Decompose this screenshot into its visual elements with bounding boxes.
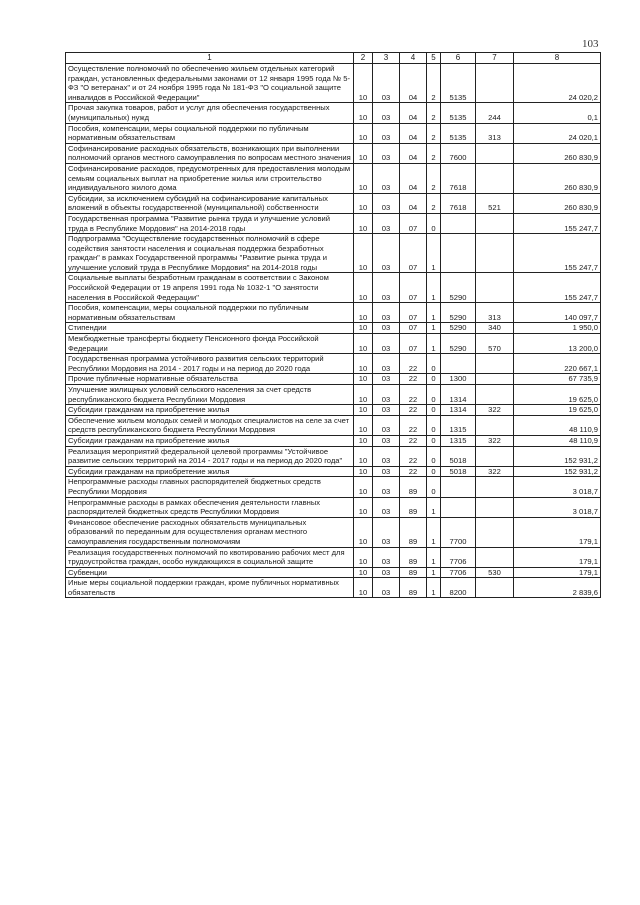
subsection-code: 03: [373, 163, 400, 193]
table-row: [66, 435, 601, 446]
program-code: 07: [400, 323, 427, 334]
table-row: [66, 578, 601, 598]
subprogram-code: 0: [427, 415, 441, 435]
table-row: [66, 123, 601, 143]
subsection-code: 03: [373, 385, 400, 405]
section-code: 10: [354, 123, 373, 143]
expense-type-code: [476, 446, 514, 466]
column-header: 6: [441, 53, 476, 64]
program-code: 04: [400, 123, 427, 143]
column-header: 4: [400, 53, 427, 64]
amount-value: 19 625,0: [514, 385, 601, 405]
section-code: 10: [354, 517, 373, 547]
table-row: [66, 354, 601, 374]
direction-code: 5290: [441, 303, 476, 323]
row-description: Социальные выплаты безработным гражданам в соответствии с Законом Российской Федерации от 19 апреля 1991 года № 1032-1 "О занятости населения в Российской Федерации": [66, 273, 354, 303]
expense-type-code: [476, 578, 514, 598]
expense-type-code: 313: [476, 303, 514, 323]
subsection-code: 03: [373, 415, 400, 435]
row-description: Непрограммные расходы в рамках обеспечения деятельности главных распорядителей бюджетных средств Республики Мордовия: [66, 497, 354, 517]
direction-code: 7618: [441, 193, 476, 213]
direction-code: 1315: [441, 415, 476, 435]
program-code: 89: [400, 517, 427, 547]
program-code: 07: [400, 273, 427, 303]
row-description: Субсидии гражданам на приобретение жилья: [66, 435, 354, 446]
direction-code: 5135: [441, 103, 476, 123]
amount-value: 152 931,2: [514, 466, 601, 477]
table-row: [66, 374, 601, 385]
program-code: 22: [400, 385, 427, 405]
program-code: 22: [400, 405, 427, 416]
row-description: Осуществление полномочий по обеспечению жильем отдельных категорий граждан, установленных федеральными законами от 12 января 1995 года № 5-ФЗ "О ветеранах" и от 24 ноября 1995 года № 181-ФЗ "О социальной защите инвалидов в Российской Федерации": [66, 64, 354, 103]
direction-code: 8200: [441, 578, 476, 598]
program-code: 22: [400, 354, 427, 374]
table-row: [66, 567, 601, 578]
subprogram-code: 1: [427, 578, 441, 598]
subprogram-code: 1: [427, 303, 441, 323]
table-row: [66, 334, 601, 354]
direction-code: 7700: [441, 517, 476, 547]
subsection-code: 03: [373, 517, 400, 547]
subprogram-code: 0: [427, 405, 441, 416]
amount-value: 13 200,0: [514, 334, 601, 354]
direction-code: 1300: [441, 374, 476, 385]
expense-type-code: [476, 497, 514, 517]
direction-code: [441, 497, 476, 517]
section-code: 10: [354, 103, 373, 123]
section-code: 10: [354, 234, 373, 273]
section-code: 10: [354, 213, 373, 233]
direction-code: 5290: [441, 273, 476, 303]
subsection-code: 03: [373, 123, 400, 143]
table-row: [66, 385, 601, 405]
row-description: Стипендии: [66, 323, 354, 334]
row-description: Прочая закупка товаров, работ и услуг для обеспечения государственных (муниципальных) нужд: [66, 103, 354, 123]
direction-code: 1314: [441, 385, 476, 405]
subprogram-code: 1: [427, 334, 441, 354]
direction-code: 7706: [441, 567, 476, 578]
expense-type-code: [476, 374, 514, 385]
row-description: Субсидии гражданам на приобретение жилья: [66, 405, 354, 416]
subsection-code: 03: [373, 547, 400, 567]
column-header: 7: [476, 53, 514, 64]
subsection-code: 03: [373, 143, 400, 163]
subsection-code: 03: [373, 334, 400, 354]
subprogram-code: 1: [427, 517, 441, 547]
row-description: Финансовое обеспечение расходных обязательств муниципальных образований по переданным для осуществления органам местного самоуправления государственным полномочиям: [66, 517, 354, 547]
table-row: [66, 415, 601, 435]
program-code: 89: [400, 567, 427, 578]
subprogram-code: 1: [427, 234, 441, 273]
program-code: 22: [400, 446, 427, 466]
section-code: 10: [354, 64, 373, 103]
subsection-code: 03: [373, 567, 400, 578]
program-code: 04: [400, 103, 427, 123]
row-description: Субвенции: [66, 567, 354, 578]
expense-type-code: 244: [476, 103, 514, 123]
table-row: [66, 143, 601, 163]
amount-value: 48 110,9: [514, 415, 601, 435]
section-code: 10: [354, 578, 373, 598]
direction-code: 7600: [441, 143, 476, 163]
subsection-code: 03: [373, 435, 400, 446]
subprogram-code: 2: [427, 163, 441, 193]
direction-code: 7618: [441, 163, 476, 193]
subsection-code: 03: [373, 466, 400, 477]
subprogram-code: 1: [427, 323, 441, 334]
subprogram-code: 2: [427, 193, 441, 213]
subprogram-code: 2: [427, 64, 441, 103]
table-row: [66, 103, 601, 123]
row-description: Межбюджетные трансферты бюджету Пенсионного фонда Российской Федерации: [66, 334, 354, 354]
direction-code: [441, 213, 476, 233]
row-description: Прочие публичные нормативные обязательства: [66, 374, 354, 385]
table-row: [66, 446, 601, 466]
expense-type-code: [476, 517, 514, 547]
amount-value: 0,1: [514, 103, 601, 123]
program-code: 89: [400, 497, 427, 517]
program-code: 07: [400, 234, 427, 273]
table-row: [66, 303, 601, 323]
table-row: [66, 234, 601, 273]
row-description: Субсидии, за исключением субсидий на софинансирование капитальных вложений в объекты государственной (муниципальной) собственности: [66, 193, 354, 213]
expense-type-code: [476, 477, 514, 497]
direction-code: [441, 354, 476, 374]
expense-type-code: [476, 547, 514, 567]
page-number: 103: [582, 38, 599, 50]
amount-value: 260 830,9: [514, 143, 601, 163]
direction-code: 5290: [441, 334, 476, 354]
table-row: [66, 405, 601, 416]
amount-value: 152 931,2: [514, 446, 601, 466]
direction-code: 5290: [441, 323, 476, 334]
table-row: [66, 497, 601, 517]
row-description: Софинансирование расходных обязательств, возникающих при выполнении полномочий органов местного самоуправления по вопросам местного значения: [66, 143, 354, 163]
row-description: Государственная программа "Развитие рынка труда и улучшение условий труда в Республике Мордовия" на 2014-2018 годы: [66, 213, 354, 233]
subsection-code: 03: [373, 323, 400, 334]
subprogram-code: 2: [427, 103, 441, 123]
subsection-code: 03: [373, 446, 400, 466]
column-header: 8: [514, 53, 601, 64]
column-header: 2: [354, 53, 373, 64]
expense-type-code: [476, 163, 514, 193]
expense-type-code: [476, 143, 514, 163]
subprogram-code: 0: [427, 385, 441, 405]
section-code: 10: [354, 435, 373, 446]
amount-value: 179,1: [514, 517, 601, 547]
amount-value: 179,1: [514, 547, 601, 567]
section-code: 10: [354, 385, 373, 405]
expense-type-code: 570: [476, 334, 514, 354]
amount-value: 67 735,9: [514, 374, 601, 385]
subprogram-code: 0: [427, 354, 441, 374]
subprogram-code: 2: [427, 123, 441, 143]
subsection-code: 03: [373, 234, 400, 273]
table-row: [66, 273, 601, 303]
column-header: 3: [373, 53, 400, 64]
program-code: 04: [400, 163, 427, 193]
program-code: 04: [400, 64, 427, 103]
row-description: Субсидии гражданам на приобретение жилья: [66, 466, 354, 477]
expense-type-code: [476, 273, 514, 303]
subsection-code: 03: [373, 64, 400, 103]
section-code: 10: [354, 323, 373, 334]
section-code: 10: [354, 405, 373, 416]
subsection-code: 03: [373, 405, 400, 416]
row-description: Пособия, компенсации, меры социальной поддержки по публичным нормативным обязательствам: [66, 123, 354, 143]
expense-type-code: [476, 213, 514, 233]
program-code: 04: [400, 143, 427, 163]
program-code: 07: [400, 213, 427, 233]
section-code: 10: [354, 193, 373, 213]
amount-value: 179,1: [514, 567, 601, 578]
section-code: 10: [354, 163, 373, 193]
row-description: Государственная программа устойчивого развития сельских территорий Республики Мордовия на 2014 - 2017 годы и на период до 2020 года: [66, 354, 354, 374]
program-code: 22: [400, 466, 427, 477]
expense-type-code: 530: [476, 567, 514, 578]
program-code: 07: [400, 334, 427, 354]
direction-code: [441, 234, 476, 273]
program-code: 07: [400, 303, 427, 323]
subsection-code: 03: [373, 374, 400, 385]
amount-value: 24 020,2: [514, 64, 601, 103]
expense-type-code: 521: [476, 193, 514, 213]
amount-value: 1 950,0: [514, 323, 601, 334]
expense-type-code: [476, 415, 514, 435]
row-description: Улучшение жилищных условий сельского населения за счет средств республиканского бюджета Республики Мордовия: [66, 385, 354, 405]
amount-value: 3 018,7: [514, 497, 601, 517]
subprogram-code: 1: [427, 547, 441, 567]
section-code: 10: [354, 334, 373, 354]
section-code: 10: [354, 415, 373, 435]
table-row: [66, 547, 601, 567]
section-code: 10: [354, 354, 373, 374]
amount-value: 155 247,7: [514, 234, 601, 273]
table-row: [66, 477, 601, 497]
subprogram-code: 0: [427, 466, 441, 477]
subsection-code: 03: [373, 103, 400, 123]
expense-type-code: [476, 64, 514, 103]
program-code: 89: [400, 578, 427, 598]
amount-value: 24 020,1: [514, 123, 601, 143]
amount-value: 19 625,0: [514, 405, 601, 416]
expense-type-code: 313: [476, 123, 514, 143]
section-code: 10: [354, 547, 373, 567]
subsection-code: 03: [373, 578, 400, 598]
amount-value: 48 110,9: [514, 435, 601, 446]
section-code: 10: [354, 446, 373, 466]
direction-code: 5018: [441, 466, 476, 477]
section-code: 10: [354, 477, 373, 497]
section-code: 10: [354, 374, 373, 385]
section-code: 10: [354, 567, 373, 578]
program-code: 89: [400, 547, 427, 567]
direction-code: 5135: [441, 64, 476, 103]
subprogram-code: 2: [427, 143, 441, 163]
expense-type-code: 322: [476, 405, 514, 416]
amount-value: 155 247,7: [514, 213, 601, 233]
subprogram-code: 0: [427, 213, 441, 233]
subprogram-code: 1: [427, 273, 441, 303]
program-code: 22: [400, 435, 427, 446]
subprogram-code: 0: [427, 446, 441, 466]
subsection-code: 03: [373, 273, 400, 303]
subsection-code: 03: [373, 477, 400, 497]
direction-code: 5018: [441, 446, 476, 466]
amount-value: 220 667,1: [514, 354, 601, 374]
row-description: Софинансирование расходов, предусмотренных для предоставления молодым семьям социальных выплат на приобретение жилья или строительство индивидуального жилого дома: [66, 163, 354, 193]
section-code: 10: [354, 466, 373, 477]
expense-type-code: [476, 385, 514, 405]
row-description: Обеспечение жильем молодых семей и молодых специалистов на селе за счет средств республиканского бюджета Республики Мордовия: [66, 415, 354, 435]
direction-code: 5135: [441, 123, 476, 143]
subsection-code: 03: [373, 354, 400, 374]
program-code: 22: [400, 415, 427, 435]
expense-type-code: [476, 234, 514, 273]
table-row: [66, 213, 601, 233]
amount-value: 2 839,6: [514, 578, 601, 598]
table-row: [66, 517, 601, 547]
row-description: Иные меры социальной поддержки граждан, кроме публичных нормативных обязательств: [66, 578, 354, 598]
program-code: 22: [400, 374, 427, 385]
direction-code: 1315: [441, 435, 476, 446]
subprogram-code: 0: [427, 374, 441, 385]
amount-value: 140 097,7: [514, 303, 601, 323]
subsection-code: 03: [373, 193, 400, 213]
amount-value: 260 830,9: [514, 163, 601, 193]
budget-table: [65, 52, 601, 598]
row-description: Подпрограмма "Осуществление государственных полномочий в сфере содействия занятости населения и социальная поддержка безработных граждан" в рамках Государственной программы "Развитие рынка труда и улучшение условий труда в Республике Мордовия" на 2014-2018 годы: [66, 234, 354, 273]
column-header: 1: [66, 53, 354, 64]
amount-value: 260 830,9: [514, 193, 601, 213]
expense-type-code: 340: [476, 323, 514, 334]
table-row: [66, 193, 601, 213]
direction-code: [441, 477, 476, 497]
amount-value: 155 247,7: [514, 273, 601, 303]
column-header: 5: [427, 53, 441, 64]
program-code: 89: [400, 477, 427, 497]
table-header-row: [66, 53, 601, 64]
program-code: 04: [400, 193, 427, 213]
section-code: 10: [354, 303, 373, 323]
row-description: Пособия, компенсации, меры социальной поддержки по публичным нормативным обязательствам: [66, 303, 354, 323]
direction-code: 7706: [441, 547, 476, 567]
table-row: [66, 466, 601, 477]
section-code: 10: [354, 143, 373, 163]
subprogram-code: 1: [427, 497, 441, 517]
expense-type-code: 322: [476, 435, 514, 446]
row-description: Непрограммные расходы главных распорядителей бюджетных средств Республики Мордовия: [66, 477, 354, 497]
expense-type-code: 322: [476, 466, 514, 477]
table-row: [66, 64, 601, 103]
amount-value: 3 018,7: [514, 477, 601, 497]
section-code: 10: [354, 273, 373, 303]
section-code: 10: [354, 497, 373, 517]
expense-type-code: [476, 354, 514, 374]
row-description: Реализация мероприятий федеральной целевой программы "Устойчивое развитие сельских территорий на 2014 - 2017 годы и на период до 2020 года": [66, 446, 354, 466]
subsection-code: 03: [373, 213, 400, 233]
row-description: Реализация государственных полномочий по квотированию рабочих мест для трудоустройства граждан, особо нуждающихся в социальной защите: [66, 547, 354, 567]
subprogram-code: 0: [427, 435, 441, 446]
direction-code: 1314: [441, 405, 476, 416]
subsection-code: 03: [373, 497, 400, 517]
subsection-code: 03: [373, 303, 400, 323]
subprogram-code: 0: [427, 477, 441, 497]
subprogram-code: 1: [427, 567, 441, 578]
table-row: [66, 163, 601, 193]
table-row: [66, 323, 601, 334]
